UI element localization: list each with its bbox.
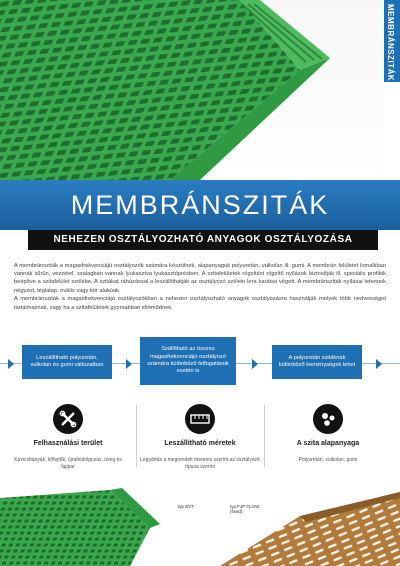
info-box-text: A polyuretán szitáknak különböző keménységek lehet [278, 354, 356, 368]
feature-title: A szita alapanyaga [296, 440, 360, 447]
material-icon [313, 404, 343, 434]
product-photos [0, 488, 400, 566]
chevron-right-icon [252, 359, 258, 369]
side-tab [384, 0, 400, 82]
intro-paragraph: A membránsziták a magasfrekvenciájú osztályozók számára készülnek, alapanyaguk polyuretán, vulkolan ill. gumi. A membrán felületet lomalkban vannak sűrűn, vezzétel, szalagban vannak lyukasztva lyukasztóprésben. A szitafelületek rögzítést rögzítő nyílások biztosítják ill. speciális profilok beépítve a szitafelület szélébe. A szitákat ráhúzással a leszállíthatják az osztályozó szélein lera karátsa végett. A membránsziták nyílásai lehetnek négyzet, téglalap, ovális vagy kör alakúak. [14, 263, 386, 294]
page-subtitle: NEHEZEN OSZTÁLYOZHATÓ ANYAGOK OSZTÁLYOZÁSA [53, 234, 353, 245]
feature-sizes [140, 404, 260, 470]
info-box [272, 345, 362, 379]
product-label-left: typ BVT [178, 504, 195, 509]
feature-desc: Legyártás a megrendelt méretek szerint az osztályozó típusa szerint [140, 457, 260, 470]
intro-paragraph: A membránsziták a magasfrekvenciájú osztályozókban a nehezen osztályozható anyagok osztályozásra használják melyek több nedvességet tartalmaznak, vagy ha a szitafelületek gyorsabban eltömődnek. [14, 296, 386, 311]
intro-text [14, 262, 386, 312]
feature-desc: Polyuretán, vulkolan, gumi [298, 457, 358, 463]
divider [264, 405, 265, 467]
info-box [140, 337, 236, 385]
side-tab-label: MEMBRÁNSZITÁK [386, 4, 395, 82]
hero-image-green-screen [0, 0, 384, 180]
title-band [0, 180, 400, 230]
info-box-text: Leszállítható polyuretán, vulkolan és gumi változatban [30, 354, 104, 368]
feature-application [8, 404, 128, 470]
info-strip [0, 345, 400, 383]
feature-title: Felhasználási terület [33, 440, 103, 447]
feature-material [268, 404, 388, 464]
page-title: MEMBRÁNSZITÁK [70, 190, 330, 220]
product-label-right: typ FJP FLOW (fixed) [230, 504, 260, 514]
feature-title: Leszállítható méretek [164, 440, 236, 447]
chevron-right-icon [126, 359, 132, 369]
ruler-icon [185, 404, 215, 434]
chevron-right-icon [376, 359, 382, 369]
info-box-text: Szállítható az összes magasfrekvenciájú osztályozó számára különböző felfogatások esetén is [147, 346, 229, 375]
tools-icon [53, 404, 83, 434]
chevron-right-icon [8, 359, 14, 369]
subtitle-band [28, 230, 378, 250]
divider [136, 405, 137, 467]
feature-desc: Kavicsbányák, kőfejtők, újrafeldolgozás, üveg és fajipar [14, 457, 122, 470]
info-box [22, 345, 112, 379]
